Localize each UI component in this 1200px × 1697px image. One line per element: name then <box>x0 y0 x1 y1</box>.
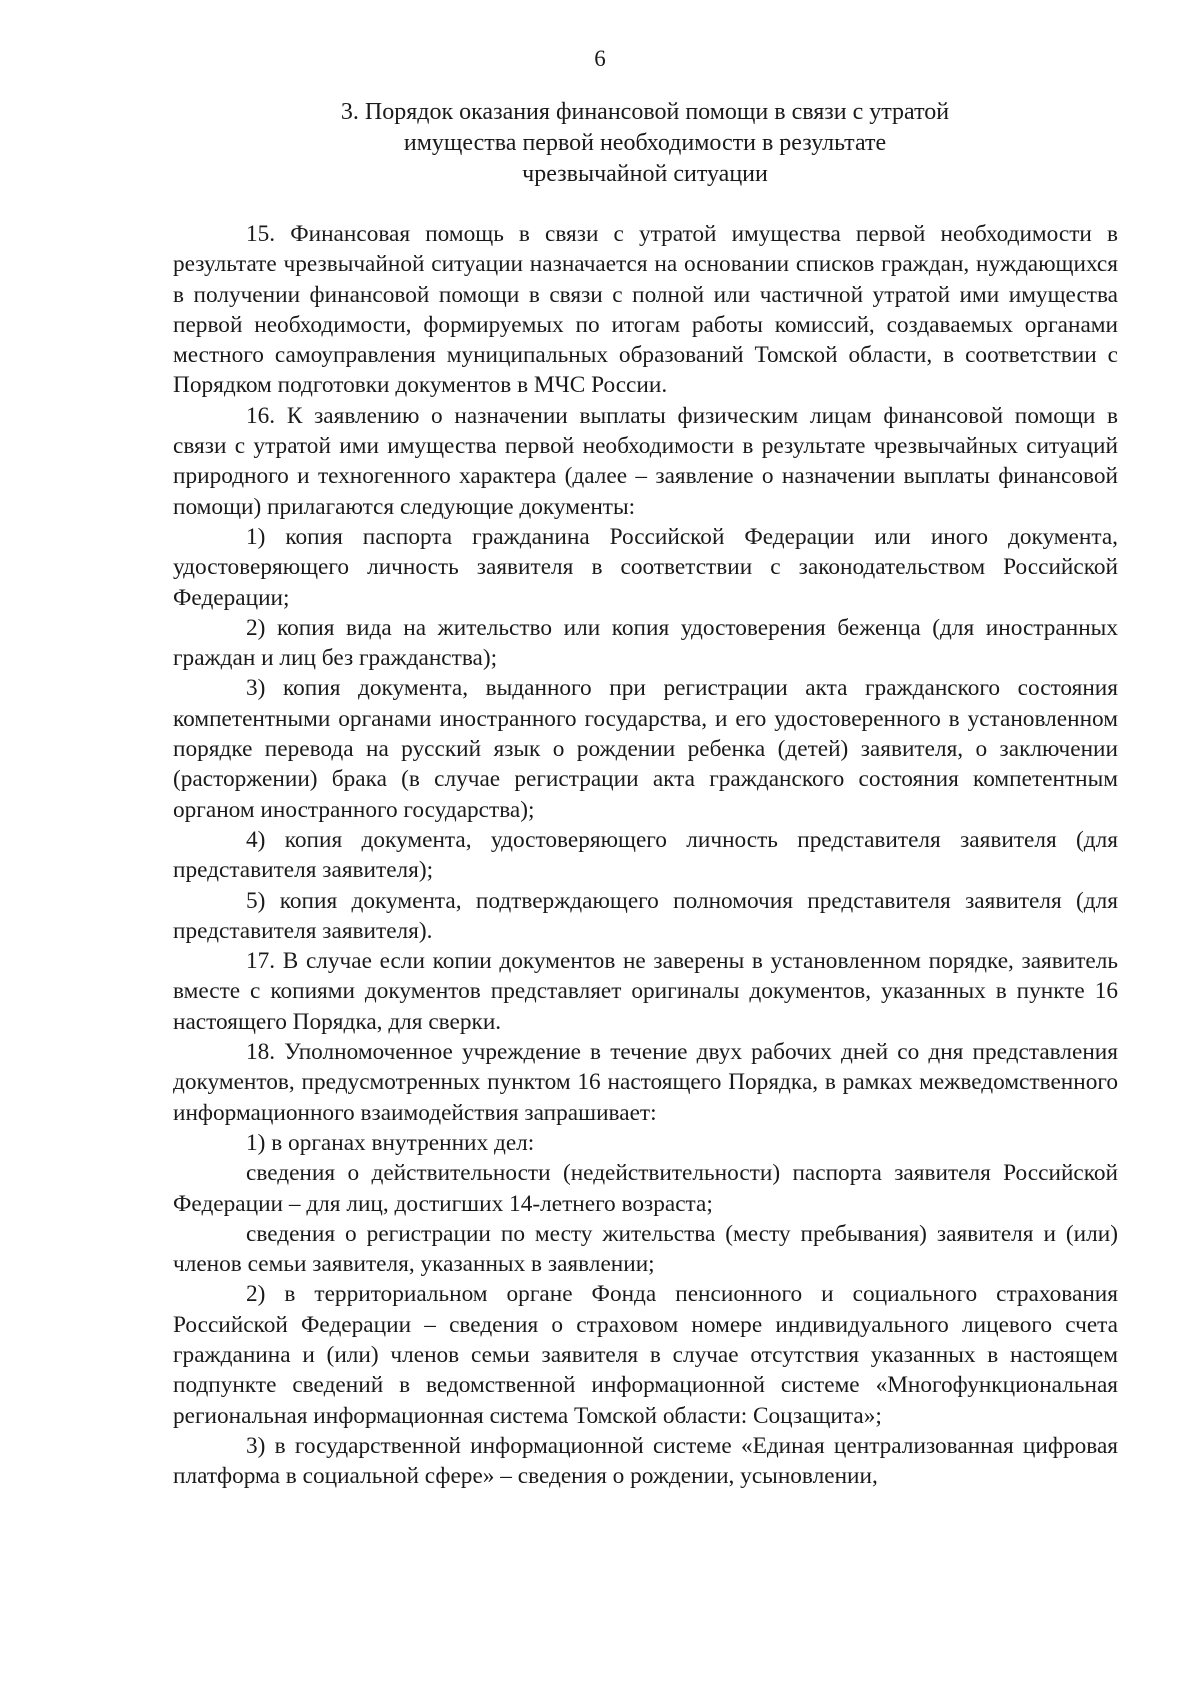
subitem-3: 3) копия документа, выданного при регистрации акта гражданского состояния компетентными органами иностранного государства, и его удостоверенного в установленном порядке перевода на русский язык о рождении ребенка (детей) заявителя, о заключении (расторжении) брака (в случае регистрации акта гражданского состояния компетентным органом иностранного государства); <box>173 675 1118 823</box>
passport-validity-info: сведения о действительности (недействительности) паспорта заявителя Российской Федерации – для лиц, достигших 14-летнего возраста; <box>173 1160 1118 1217</box>
subitem-3-social-platform: 3) в государственной информационной системе «Единая централизованная цифровая платформа в социальной сфере» – сведения о рождении, усыновлении, <box>173 1432 1118 1490</box>
registration-info: сведения о регистрации по месту жительства (месту пребывания) заявителя и (или) членов семьи заявителя, указанных в заявлении; <box>173 1220 1118 1278</box>
section-title-line: 3. Порядок оказания финансовой помощи в связи с утратой <box>340 99 950 125</box>
subitem-1-internal-affairs: 1) в органах внутренних дел: <box>246 1129 535 1156</box>
paragraph-item-15: 15. Финансовая помощь в связи с утратой имущества первой необходимости в результате чрезвычайной ситуации назначается на основании списков граждан, нуждающихся в получении финансовой помощи в связи с полной или частичной утратой ими имущества первой необходимости, формируемых по итогам работы комиссий, создаваемых органами местного самоуправления муниципальных образований Томской области, в соответствии с Порядком подготовки документов в МЧС России. <box>173 221 1118 399</box>
section-title-line: имущества первой необходимости в результате <box>403 130 887 156</box>
document-body <box>173 219 1118 1491</box>
section-title <box>170 97 1120 190</box>
paragraph-item-18: 18. Уполномоченное учреждение в течение двух рабочих дней со дня представления документов, предусмотренных пунктом 16 настоящего Порядка, в рамках межведомственного информационного взаимодействия запрашивает: <box>173 1039 1118 1126</box>
subitem-1: 1) копия паспорта гражданина Российской Федерации или иного документа, удостоверяющего личность заявителя в соответствии с законодательством Российской Федерации; <box>173 523 1118 611</box>
paragraph-item-17: 17. В случае если копии документов не заверены в установленном порядке, заявитель вместе с копиями документов представляет оригиналы документов, указанных в пункте 16 настоящего Порядка, для сверки. <box>173 948 1118 1035</box>
paragraph-item-16: 16. К заявлению о назначении выплаты физическим лицам финансовой помощи в связи с утратой ими имущества первой необходимости в результате чрезвычайных ситуаций природного и техногенного характера (далее – заявление о назначении выплаты финансовой помощи) прилагаются следующие документы: <box>173 402 1118 520</box>
section-title-line: чрезвычайной ситуации <box>522 161 768 187</box>
subitem-5: 5) копия документа, подтверждающего полномочия представителя заявителя (для представителя заявителя). <box>173 887 1118 944</box>
subitem-4: 4) копия документа, удостоверяющего личность представителя заявителя (для представителя заявителя); <box>173 826 1118 884</box>
subitem-2-pension-fund: 2) в территориальном органе Фонда пенсионного и социального страхования Российской Федерации – сведения о страховом номере индивидуального лицевого счета гражданина и (или) членов семьи заявителя в случае отсутствия указанных в настоящем подпункте сведений в ведомственной информационной системе «Многофункциональная региональная информационная система Томской области: Соцзащита»; <box>173 1281 1118 1429</box>
subitem-2: 2) копия вида на жительство или копия удостоверения беженца (для иностранных граждан и лиц без гражданства); <box>173 614 1118 672</box>
page-number: 6 <box>594 46 606 71</box>
